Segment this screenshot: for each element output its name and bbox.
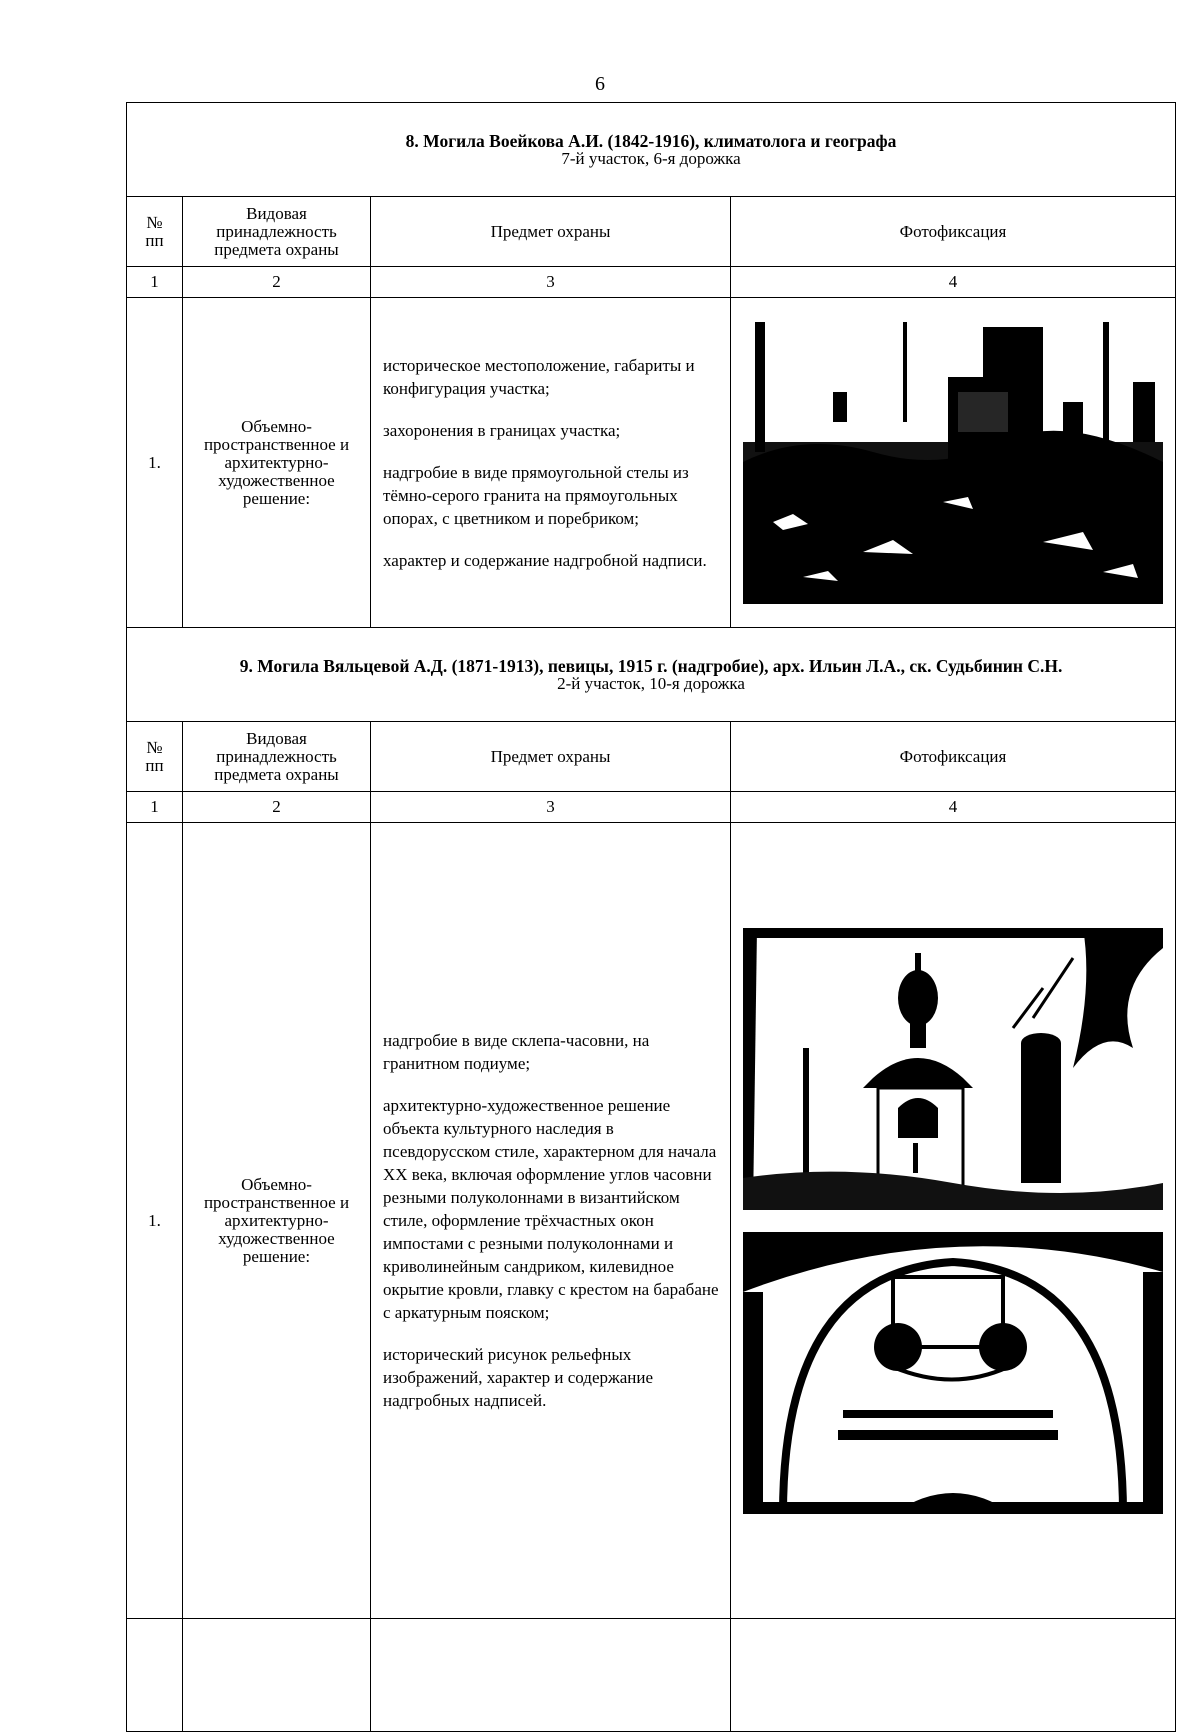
col-num-header: № пп <box>127 197 183 267</box>
col-photo-header: Фотофиксация <box>731 722 1176 792</box>
section-location: 7-й участок, 6-я дорожка <box>561 148 741 168</box>
section-location: 2-й участок, 10-я дорожка <box>557 673 745 693</box>
empty-cell <box>731 1619 1176 1732</box>
col-index: 2 <box>183 792 371 823</box>
column-header-row <box>127 197 1176 267</box>
section-8-header <box>127 103 1176 197</box>
row-subject <box>371 823 731 1619</box>
row-number: 1. <box>127 298 183 628</box>
subject-item: надгробие в виде склепа-часовни, на гранитном подиуме; <box>383 1031 650 1073</box>
row-photo-cell <box>731 298 1176 628</box>
row-photo-cell <box>731 823 1176 1619</box>
row-subject <box>371 298 731 628</box>
subject-item: характер и содержание надгробной надписи. <box>383 550 707 570</box>
col-type-header: Видовая принадлежность предмета охраны <box>183 722 371 792</box>
subject-item: захоронения в границах участка; <box>383 420 621 440</box>
page-number: 6 <box>595 73 605 95</box>
col-index: 4 <box>731 267 1176 298</box>
row-type: Объемно-пространственное и архитектурно-художественное решение: <box>183 823 371 1619</box>
col-index: 1 <box>127 267 183 298</box>
empty-cell <box>371 1619 731 1732</box>
empty-cell <box>127 1619 183 1732</box>
chapel-photo <box>743 928 1163 1210</box>
table-row-empty <box>127 1619 1176 1732</box>
subject-item: архитектурно-художественное решение объекта культурного наследия в псевдорусском стиле, характерном для начала XX века, включая оформление углов часовни резными полуколоннами в византийском стиле, оформление трёхчастных окон импостами с резными полуколоннами и криволинейным сандриком, килевидное окрытие кровли, главку с крестом на барабане с аркатурным пояском; <box>383 1096 719 1322</box>
section-9-header <box>127 628 1176 722</box>
col-num-header: № пп <box>127 722 183 792</box>
col-subject-header: Предмет охраны <box>371 197 731 267</box>
row-number: 1. <box>127 823 183 1619</box>
protection-table <box>126 102 1176 1732</box>
column-index-row <box>127 267 1176 298</box>
relief-photo <box>743 1232 1163 1514</box>
section-title: 9. Могила Вяльцевой А.Д. (1871-1913), певицы, 1915 г. (надгробие), арх. Ильин Л.А., ск. Судьбинин С.Н. <box>239 655 1063 676</box>
subject-item: надгробие в виде прямоугольной стелы из тёмно-серого гранита на прямоугольных опорах, с цветником и поребриком; <box>383 462 689 528</box>
col-index: 3 <box>371 792 731 823</box>
table-row <box>127 823 1176 1619</box>
row-type: Объемно-пространственное и архитектурно-художественное решение: <box>183 298 371 628</box>
col-index: 4 <box>731 792 1176 823</box>
col-index: 2 <box>183 267 371 298</box>
grave-stele-photo <box>743 322 1163 604</box>
section-title: 8. Могила Воейкова А.И. (1842-1916), климатолога и географа <box>405 130 897 151</box>
subject-item: историческое местоположение, габариты и конфигурация участка; <box>383 355 695 398</box>
empty-cell <box>183 1619 371 1732</box>
col-index: 1 <box>127 792 183 823</box>
column-index-row <box>127 792 1176 823</box>
col-photo-header: Фотофиксация <box>731 197 1176 267</box>
col-index: 3 <box>371 267 731 298</box>
column-header-row <box>127 722 1176 792</box>
col-type-header: Видовая принадлежность предмета охраны <box>183 197 371 267</box>
col-subject-header: Предмет охраны <box>371 722 731 792</box>
table-row <box>127 298 1176 628</box>
subject-item: исторический рисунок рельефных изображений, характер и содержание надгробных надписей. <box>383 1345 654 1410</box>
